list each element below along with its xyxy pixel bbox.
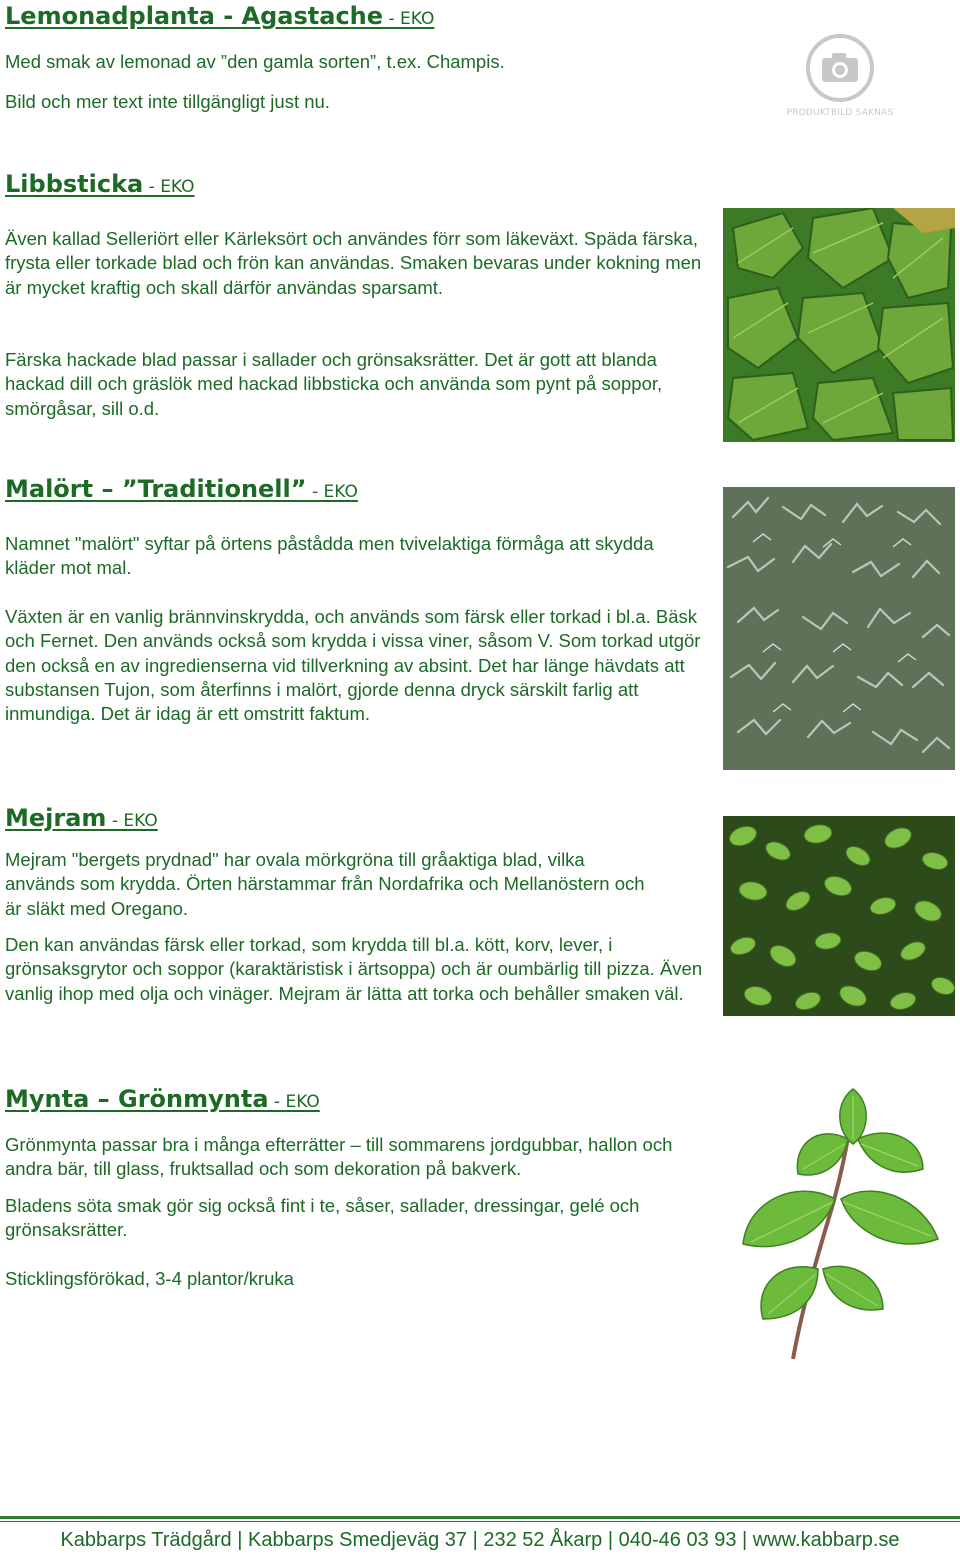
eko-tag: - EKO	[383, 9, 435, 29]
paragraph: Sticklingsförökad, 3-4 plantor/kruka	[5, 1268, 294, 1289]
paragraph: Växten är en vanlig brännvinskrydda, och används som färsk eller torkad i bl.a. Bäsk och Fernet. Den används också som krydda i vissa viner, såsom V. Som torkad utgör den också en av ingredienserna vid tillverkning av absint. Det har länge hävdats att substansen Tujon, som återfinns i malört, gjorde denna dryck särskilt farlig att inmundiga. Det är idag är ett omstritt faktum.	[5, 606, 701, 725]
eko-tag: - EKO	[306, 482, 358, 502]
heading-lemonadplanta	[5, 2, 434, 30]
paragraph: Färska hackade blad passar i sallader och grönsaksrätter. Det är gott att blanda hackad dill och gräslök med hackad libbsticka och använda som pynt på soppor, smörgåsar, sill o.d.	[5, 349, 663, 419]
heading-libbsticka	[5, 170, 195, 198]
missing-image-caption: PRODUKTBILD SAKNAS	[786, 108, 894, 118]
eko-tag: - EKO	[268, 1092, 320, 1112]
paragraph: Bladens söta smak gör sig också fint i te, såser, sallader, dressingar, gelé och grönsaksrätter.	[5, 1195, 640, 1241]
paragraph: Grönmynta passar bra i många efterrätter – till sommarens jordgubbar, hallon och andra bär, till glass, fruktsallad och som dekoration på bakverk.	[5, 1134, 673, 1180]
paragraph: Namnet "malört" syftar på örtens påstådda men tvivelaktiga förmåga att skydda kläder mot mal.	[5, 533, 654, 579]
heading-mynta	[5, 1085, 320, 1113]
missing-image-placeholder	[780, 30, 900, 126]
mejram-photo	[723, 816, 955, 1016]
paragraph: Även kallad Selleriört eller Kärleksört och användes förr som läkeväxt. Späda färska, frysta eller torkade blad och frön kan användas. Smaken bevaras under kokning men är mycket kraftig och skall därför användas sparsamt.	[5, 228, 702, 298]
heading-text: Malört – ”Traditionell”	[5, 475, 307, 503]
paragraph: Bild och mer text inte tillgängligt just nu.	[5, 91, 330, 112]
footer-divider	[0, 1516, 960, 1519]
footer-divider-thin	[0, 1521, 960, 1522]
heading-text: Mynta – Grönmynta	[5, 1085, 269, 1113]
heading-text: Lemonadplanta - Agastache	[5, 2, 384, 30]
eko-tag: - EKO	[143, 177, 195, 197]
heading-text: Mejram	[5, 804, 107, 832]
libbsticka-photo	[723, 208, 955, 442]
eko-tag: - EKO	[106, 811, 158, 831]
mynta-photo	[723, 1084, 955, 1359]
malort-photo	[723, 487, 955, 770]
paragraph: Mejram "bergets prydnad" har ovala mörkgröna till gråaktiga blad, vilka används som krydda. Örten härstammar från Nordafrika och Mellanöstern och är släkt med Oregano.	[5, 849, 645, 919]
paragraph: Med smak av lemonad av ”den gamla sorten”, t.ex. Champis.	[5, 51, 505, 72]
paragraph: Den kan användas färsk eller torkad, som krydda till bl.a. kött, korv, lever, i grönsaksgrytor och soppor (karaktäristisk i ärtsoppa) och är oumbärlig till pizza. Även vanlig ihop med olja och vinäger. Mejram är lätta att torka och behåller smaken väl.	[5, 934, 703, 1004]
heading-malort	[5, 475, 358, 503]
heading-text: Libbsticka	[5, 170, 144, 198]
footer-contact: Kabbarps Trädgård | Kabbarps Smedjeväg 37 | 232 52 Åkarp | 040-46 03 93 | www.kabbarp.se	[60, 1529, 900, 1551]
heading-mejram	[5, 804, 158, 832]
